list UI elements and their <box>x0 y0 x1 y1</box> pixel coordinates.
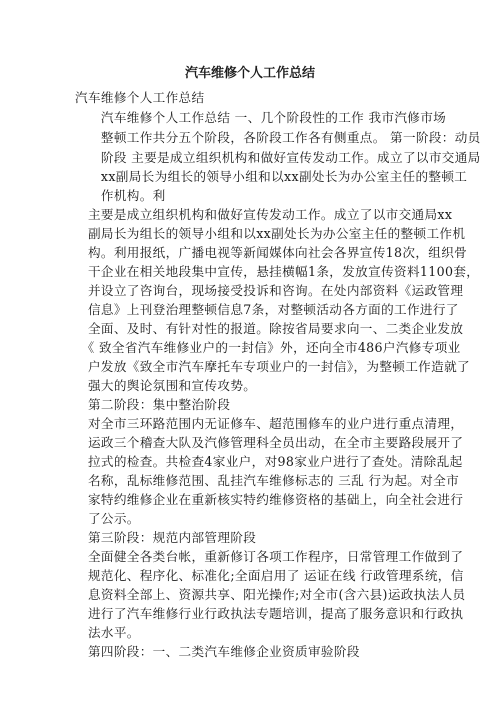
body-line: 户发放《致全市汽车摩托车专项业户的一封信》，为整顿工作造就了 <box>75 359 470 374</box>
body-line: 汽车维修个人工作总结 <box>75 90 205 105</box>
body-line: 全面健全各类台帐，重新修订各项工作程序，日常管理工作做到了 <box>75 549 464 564</box>
body-line: 进行了汽车维修行业行政执法专题培训，提高了服务意识和行政执 <box>75 606 464 621</box>
body-line: 并设立了咨询台，现场接受投诉和咨询。在处内部资料《运政管理 <box>75 283 464 298</box>
body-line: 信息》上刊登治理整顿信息7条，对整顿活动各方面的工作进行了 <box>75 302 459 317</box>
body-line: 主要是成立组织机构和做好宣传发动工作。成立了以市交通局xx <box>75 207 453 222</box>
body-line: 副局长为组长的领导小组和以xx副处长为办公室主任的整顿工作机 <box>75 226 466 241</box>
body-line: 构。利用报纸，广播电视等新闻媒体向社会各界宣传18次，组织骨 <box>75 245 468 260</box>
body-line: 规范化、程序化、标准化;全面启用了 运证在线 行政管理系统，信 <box>75 568 464 583</box>
body-line: 运政三个稽查大队及汽修管理科全员出动，在全市主要路段展开了 <box>75 435 464 450</box>
body-line: 了公示。 <box>75 511 140 526</box>
body-line: 作机构。利 <box>75 188 166 203</box>
body-line: 对全市三环路范围内无证修车、超范围修车的业户进行重点清理， <box>75 416 464 431</box>
body-line: 全面、及时、有针对性的报道。除按省局要求向一、二类企业发放 <box>75 321 464 336</box>
body-line: 第三阶段：规范内部管理阶段 <box>75 530 257 545</box>
body-line: 整顿工作共分五个阶段，各阶段工作各有侧重点。 第一阶段：动员 <box>75 130 481 145</box>
body-line: 名称，乱标维修范围、乱挂汽车维修标志的 三乱 行为起。对全市 <box>75 473 460 488</box>
body-line: 《 致全省汽车维修业户的一封信》外，还向全市486户汽修专项业 <box>75 340 461 355</box>
document-title: 汽车维修个人工作总结 <box>184 66 315 81</box>
body-line: 法水平。 <box>75 625 140 640</box>
body-line: xx副局长为组长的领导小组和以xx副处长为办公室主任的整顿工 <box>75 169 468 184</box>
body-line: 干企业在相关地段集中宣传，悬挂横幅1条，发放宣传资料1100套， <box>75 264 480 279</box>
body-line: 拉式的检查。共检查4家业户，对98家业户进行了查处。清除乱起 <box>75 454 463 469</box>
body-line: 第四阶段：一、二类汽车维修企业资质审验阶段 <box>75 644 360 659</box>
body-line: 第二阶段：集中整治阶段 <box>75 397 231 412</box>
body-line: 家特约维修企业在重新核实特约维修资格的基础上，向全社会进行 <box>75 492 464 507</box>
body-line: 汽车维修个人工作总结 一、几个阶段性的工作 我市汽修市场 <box>75 110 447 125</box>
body-line: 息资料全部上、资源共享、阳光操作;对全市(含六县)运政执法人员 <box>75 587 466 602</box>
body-line: 强大的舆论氛围和宣传攻势。 <box>75 378 257 393</box>
body-line: 阶段 主要是成立组织机构和做好宣传发动工作。成立了以市交通局 <box>75 150 481 165</box>
